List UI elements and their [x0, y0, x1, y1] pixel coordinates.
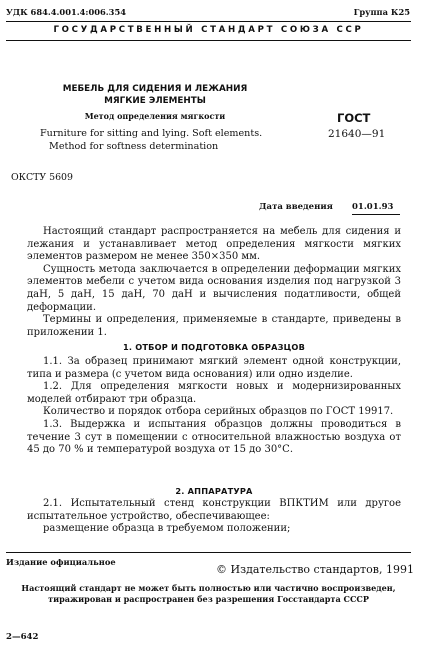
clause-2-1: 2.1. Испытательный стенд конструкции ВПКТИМ или другое испытательное устройство, обеспечивающее: [27, 498, 401, 522]
title-en-line2: Method for softness determination [49, 141, 219, 152]
authority-title: ГОСУДАРСТВЕННЫЙ СТАНДАРТ СОЮЗА ССР [53, 25, 364, 35]
official-edition: Издание официальное [6, 557, 116, 567]
title-ru-line2: МЯГКИЕ ЭЛЕМЕНТЫ [104, 96, 206, 106]
clause-1-3: 1.3. Выдержка и испытания образцов должны проводиться в течение 3 сут в помещении с относительной влажностью воздуха от 45 до 70 % и температурой воздуха от 15 до 30°С. [27, 418, 401, 456]
copyright: © Издательство стандартов, 1991 [216, 563, 414, 576]
gost-label: ГОСТ [337, 111, 371, 125]
section-2-title: 2. АППАРАТУРА [175, 486, 253, 496]
section-1-body [27, 356, 401, 457]
group-code: Группа К25 [353, 7, 410, 17]
clause-2-1-placement: размещение образца в требуемом положении; [43, 523, 291, 535]
header-rule-top [6, 21, 411, 22]
okstu-code: ОКСТУ 5609 [11, 172, 73, 183]
udk-code: УДК 684.4.001.4:006.354 [6, 7, 126, 17]
paragraph-essence: Сущность метода заключается в определении деформации мягких элементов мебели с учетом вида основания изделия под нагрузкой 3 даН, 5 даН, 15 даН, 70 даН и вычисления податливости, общей деформации. [27, 263, 401, 313]
intro-date-underline [352, 214, 400, 215]
paragraph-terms: Термины и определения, применяемые в стандарте, приведены в приложении 1. [27, 314, 401, 338]
footer-rule [6, 552, 411, 553]
header-rule-bottom [6, 40, 411, 41]
title-en-line1: Furniture for sitting and lying. Soft elements. [40, 128, 263, 139]
section-1-title: 1. ОТБОР И ПОДГОТОВКА ОБРАЗЦОВ [122, 342, 306, 352]
clause-1-2-serial: Количество и порядок отбора серийных образцов по ГОСТ 19917. [43, 406, 394, 418]
intro-date-label: Дата введения [259, 202, 333, 212]
intro-date-value: 01.01.93 [352, 202, 394, 212]
intro-paragraphs [27, 226, 401, 339]
reproduction-notice: Настоящий стандарт не может быть полностью или частично воспроизведен, тиражирован и распространен без разрешения Госстандарта СССР [21, 583, 396, 604]
title-ru-line1: МЕБЕЛЬ ДЛЯ СИДЕНИЯ И ЛЕЖАНИЯ [62, 84, 248, 94]
gost-number: 21640—91 [328, 128, 386, 140]
title-ru-method: Метод определения мягкости [84, 111, 226, 121]
sheet-number: 2—642 [6, 632, 39, 642]
clause-1-1: 1.1. За образец принимают мягкий элемент одной конструкции, типа и размера (с учетом вида основания) или одно изделие. [27, 356, 401, 380]
paragraph-scope: Настоящий стандарт распространяется на мебель для сидения и лежания и устанавливает метод определения мягкости мягких элементов размером не менее 350×350 мм. [27, 226, 401, 263]
section-2-body [27, 498, 401, 536]
clause-1-2: 1.2. Для определения мягкости новых и модернизированных моделей отбирают три образца. [27, 381, 401, 405]
